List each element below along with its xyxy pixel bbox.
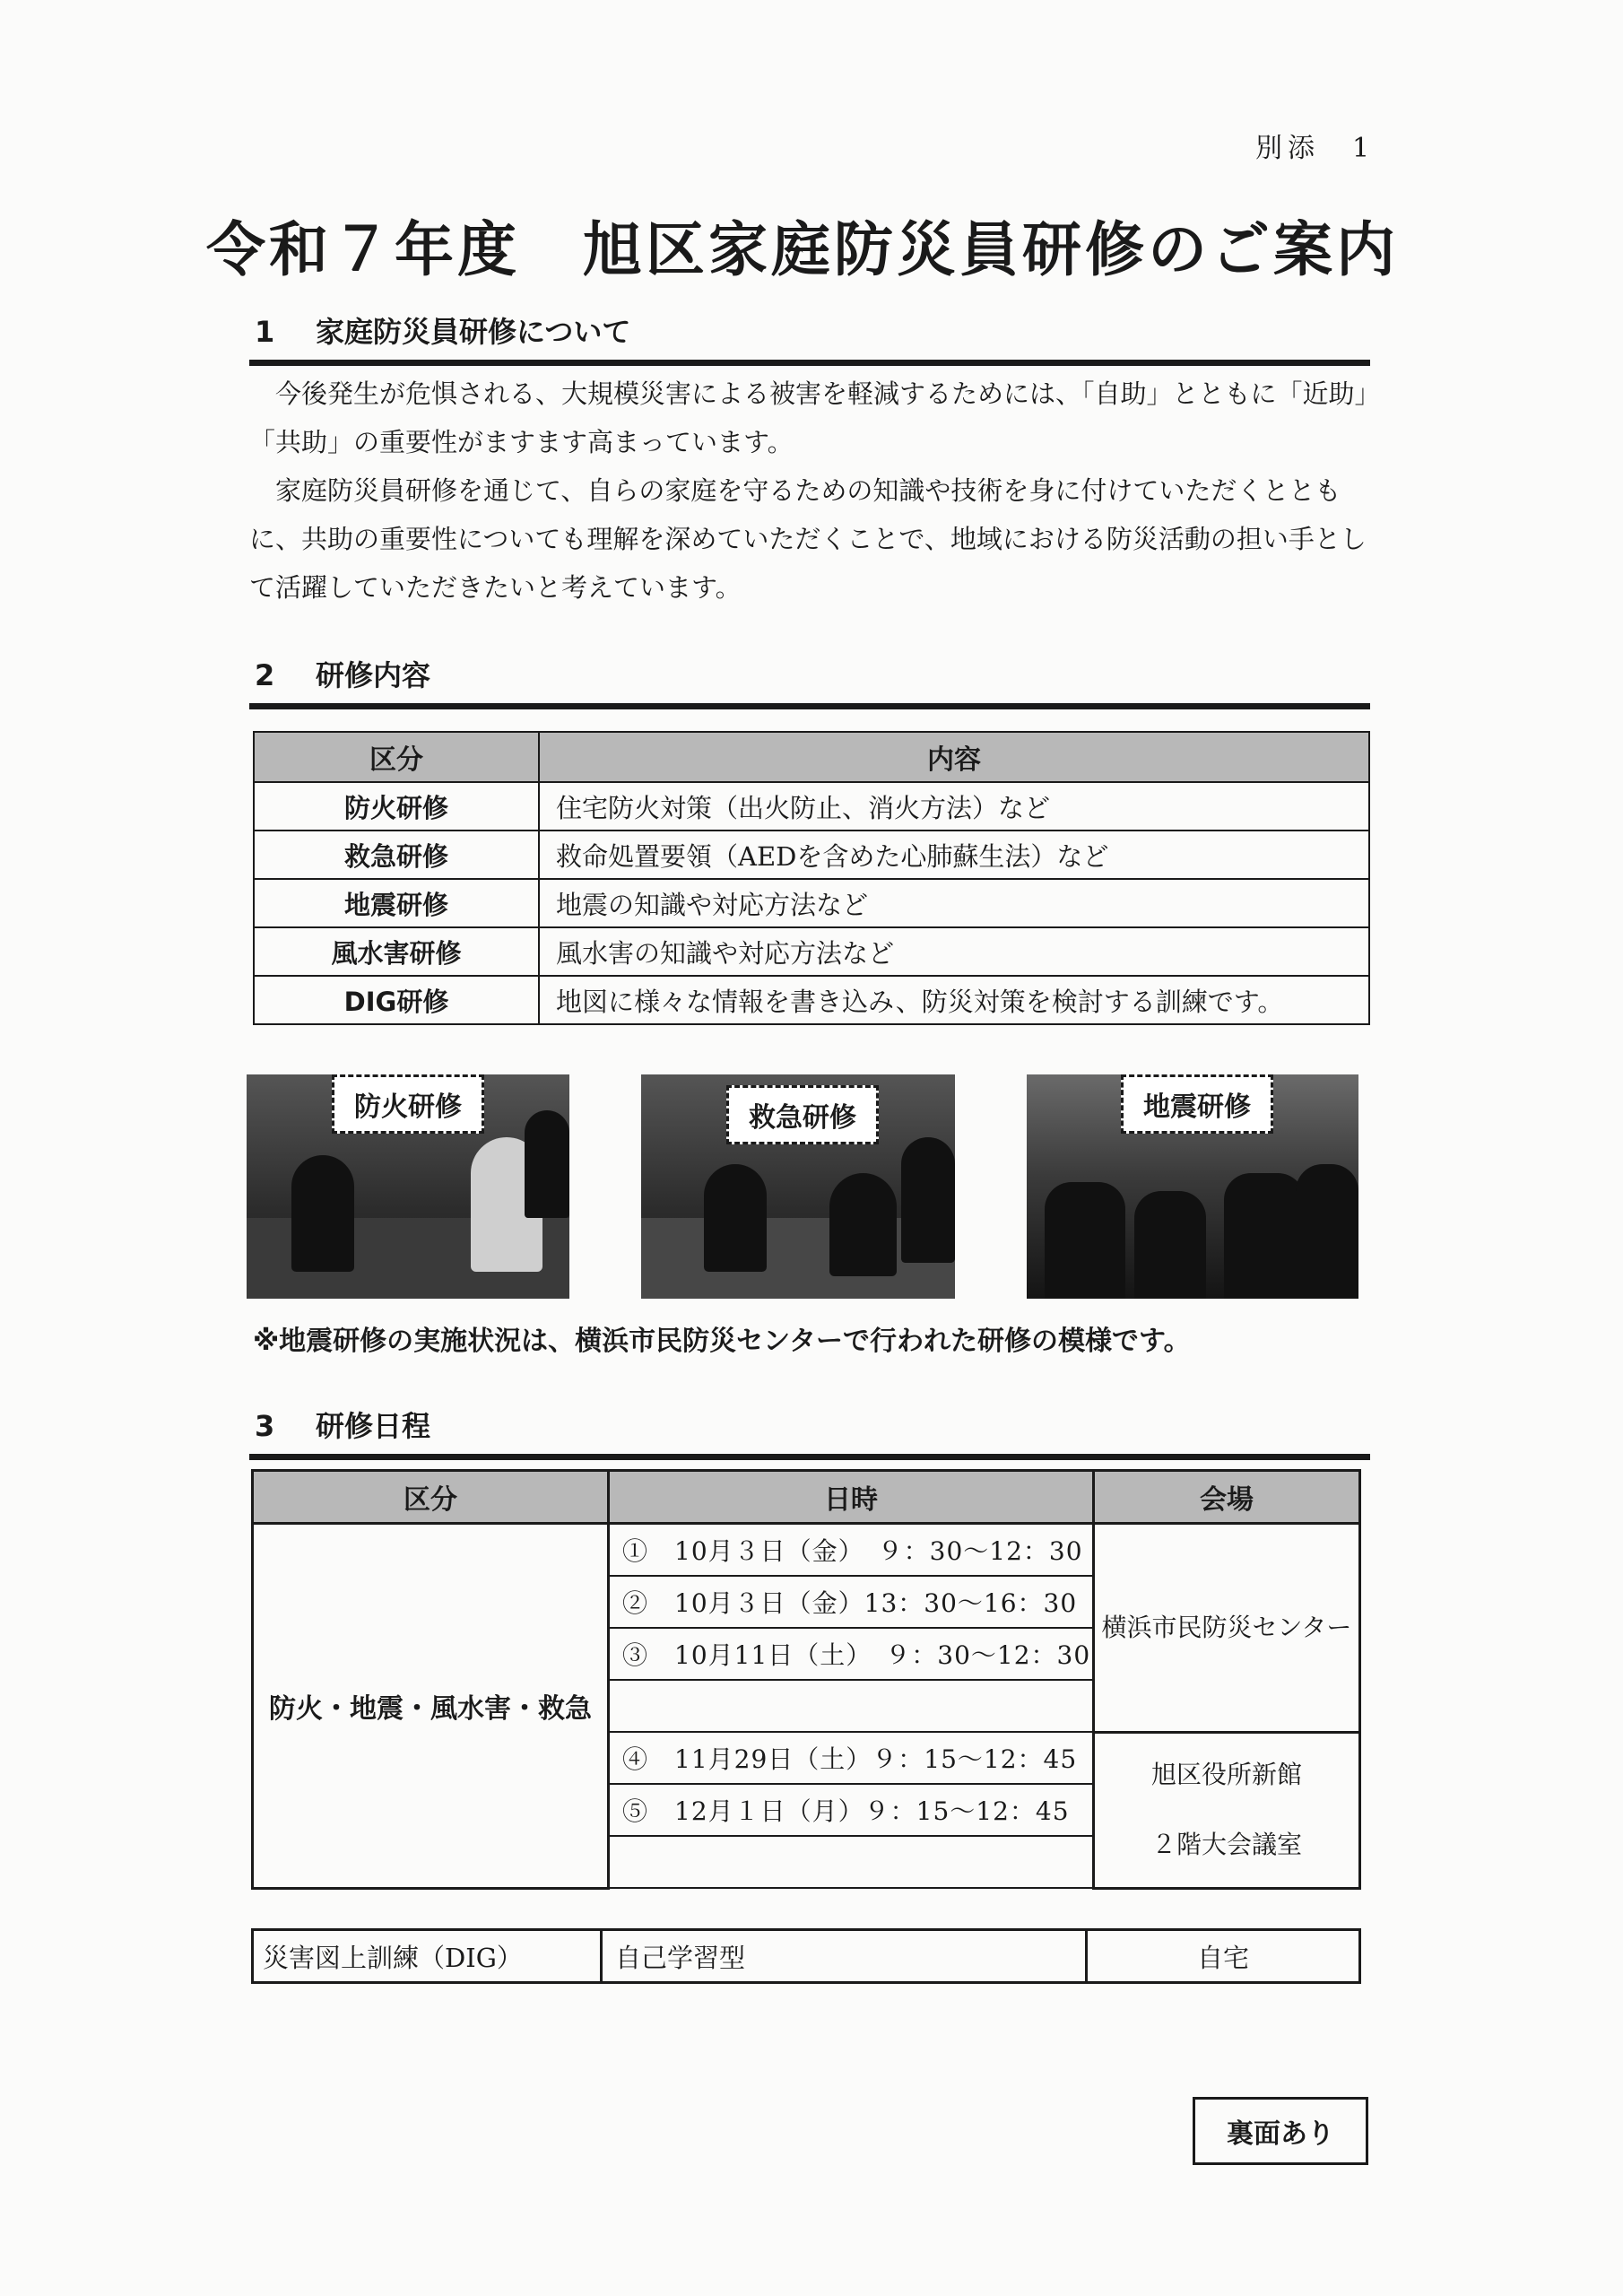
date-cell: ② 10月３日（金）13：30〜16：30 (609, 1576, 1094, 1628)
section-number: 1 (255, 315, 275, 349)
person-silhouette (525, 1110, 569, 1218)
table-row (254, 831, 1369, 879)
venue-line: ２階大会議室 (1150, 1830, 1302, 1859)
table-row (253, 1930, 1360, 1983)
person-silhouette (291, 1155, 354, 1272)
page-title: 令和７年度 旭区家庭防災員研修のご案内 (206, 215, 1399, 284)
category-cell: DIG研修 (254, 976, 539, 1024)
content-cell: 住宅防火対策（出火防止、消火方法）など (539, 782, 1369, 831)
column-header: 区分 (253, 1471, 609, 1524)
date-cell: ⑤ 12月１日（月）９：15〜12：45 (609, 1784, 1094, 1836)
person-silhouette (901, 1137, 955, 1263)
table-row (254, 927, 1369, 976)
venue-cell (1094, 1732, 1360, 1888)
category-cell: 風水害研修 (254, 927, 539, 976)
intro-text (249, 370, 1370, 612)
category-cell: 防火・地震・風水害・救急 (253, 1524, 609, 1889)
date-cell (609, 1680, 1094, 1732)
section-title: 研修内容 (316, 658, 431, 692)
person-silhouette (1296, 1164, 1358, 1299)
back-side-note: 裏面あり (1193, 2097, 1368, 2165)
venue-cell: 横浜市民防災センター (1094, 1524, 1360, 1733)
attachment-label: 別添 1 (1255, 133, 1376, 164)
intro-paragraph: 今後発生が危惧される、大規模災害による被害を軽減するためには、「自助」とともに「近助」「共助」の重要性がますます高まっています。 (249, 378, 1368, 457)
table-row (254, 879, 1369, 927)
date-cell: ④ 11月29日（土）９：15〜12：45 (609, 1732, 1094, 1784)
content-cell: 地図に様々な情報を書き込み、防災対策を検討する訓練です。 (539, 976, 1369, 1024)
section-title: 家庭防災員研修について (316, 315, 631, 349)
section-title: 研修日程 (316, 1409, 431, 1443)
person-silhouette (1224, 1173, 1305, 1299)
training-content-table (253, 731, 1370, 1025)
table-row (253, 1524, 1360, 1577)
section-heading-1 (249, 309, 1370, 366)
intro-paragraph: 家庭防災員研修を通じて、自らの家庭を守るための知識や技術を身に付けていただくとともに、共助の重要性についても理解を深めていただくことで、地域における防災活動の担い手として活躍していただきたいと考えています。 (249, 475, 1367, 603)
venue-line: 旭区役所新館 (1150, 1760, 1302, 1789)
venue-cell: 自宅 (1087, 1930, 1360, 1983)
person-silhouette (829, 1173, 897, 1276)
table-row (254, 782, 1369, 831)
category-cell: 防火研修 (254, 782, 539, 831)
table-header-row (253, 1471, 1360, 1524)
category-cell: 救急研修 (254, 831, 539, 879)
table-header-row (254, 732, 1369, 782)
photo-label: 救急研修 (726, 1085, 879, 1144)
first-aid-training-photo (641, 1074, 955, 1299)
content-cell: 地震の知識や対応方法など (539, 879, 1369, 927)
earthquake-training-photo (1027, 1074, 1358, 1299)
schedule-table (251, 1469, 1361, 1890)
date-cell: ① 10月３日（金） ９：30〜12：30 (609, 1524, 1094, 1577)
type-cell: 自己学習型 (602, 1930, 1087, 1983)
photo-note: ※地震研修の実施状況は、横浜市民防災センターで行われた研修の模様です。 (253, 1326, 1191, 1357)
fire-training-photo (247, 1074, 569, 1299)
column-header: 日時 (609, 1471, 1094, 1524)
photo-label: 地震研修 (1121, 1074, 1273, 1134)
column-header: 区分 (254, 732, 539, 782)
column-header: 会場 (1094, 1471, 1360, 1524)
section-heading-3 (249, 1404, 1370, 1460)
person-silhouette (1134, 1191, 1206, 1299)
photo-label: 防火研修 (332, 1074, 484, 1134)
category-cell: 災害図上訓練（DIG） (253, 1930, 602, 1983)
table-row (254, 976, 1369, 1024)
person-silhouette (704, 1164, 767, 1272)
date-cell: ③ 10月11日（土） ９：30〜12：30 (609, 1628, 1094, 1680)
section-heading-2 (249, 653, 1370, 709)
section-number: 3 (255, 1409, 275, 1443)
content-cell: 風水害の知識や対応方法など (539, 927, 1369, 976)
date-cell (609, 1836, 1094, 1888)
content-cell: 救命処置要領（AEDを含めた心肺蘇生法）など (539, 831, 1369, 879)
category-cell: 地震研修 (254, 879, 539, 927)
dig-table (251, 1928, 1361, 1984)
column-header: 内容 (539, 732, 1369, 782)
person-silhouette (1045, 1182, 1125, 1299)
section-number: 2 (255, 658, 275, 692)
